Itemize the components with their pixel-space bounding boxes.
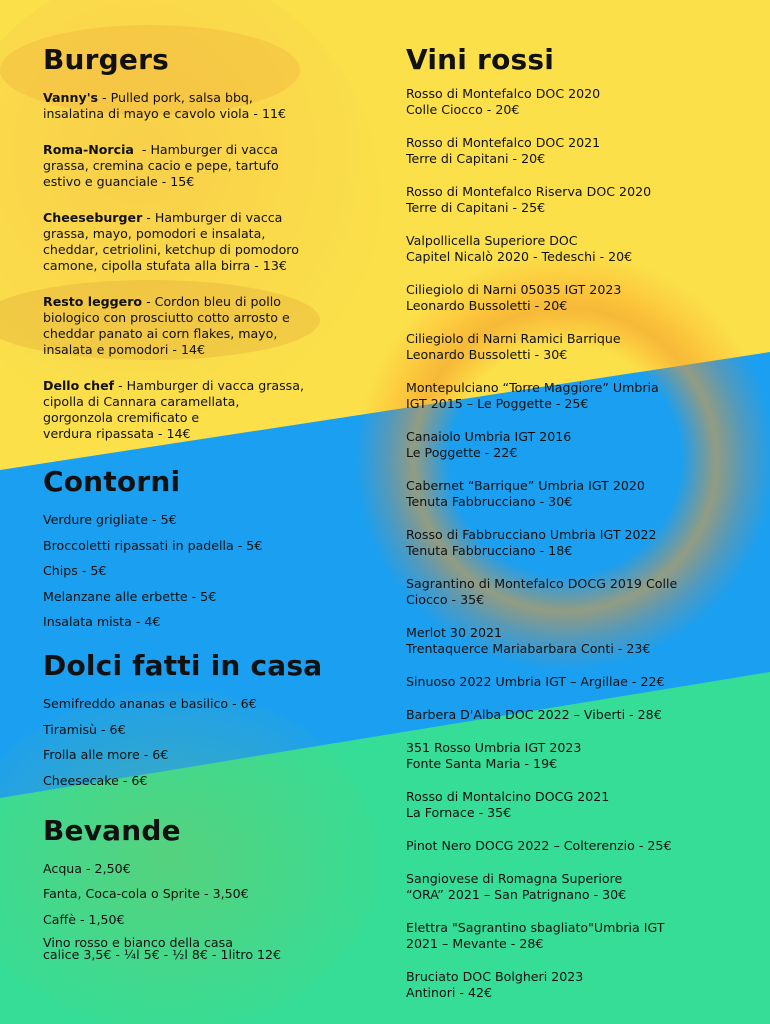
dolci-section (43, 648, 373, 789)
wine-item: Sangiovese di Romagna Superiore “ORA” 2021 – San Patrignano - 30€ (406, 871, 627, 902)
contorni-section (43, 464, 373, 630)
wine-item: Sinuoso 2022 Umbria IGT – Argillae - 22€ (406, 674, 665, 689)
list-item: Broccoletti ripassati in padella - 5€ (43, 537, 263, 553)
list-item: Fanta, Coca-cola o Sprite - 3,50€ (43, 886, 249, 901)
wine-item: Montepulciano “Torre Maggiore” Umbria IGT 2015 – Le Poggette - 25€ (406, 380, 659, 411)
list-item: Insalata mista - 4€ (43, 614, 161, 629)
burgers-section (43, 42, 373, 442)
list-item: Melanzane alle erbette - 5€ (43, 588, 217, 604)
bevande-section (43, 813, 373, 962)
item-name: Cheeseburger (43, 210, 143, 225)
menu-item: Cheeseburger - Hamburger di vacca grassa, mayo, pomodori e insalata, cheddar, cetriolini, ketchup di pomodoro camone, cipolla stufata alla birra - 13€ (43, 210, 299, 273)
wine-item: Bruciato DOC Bolgheri 2023 Antinori - 42€ (406, 969, 584, 1000)
wine-item: Canaiolo Umbria IGT 2016 Le Poggette - 22€ (406, 429, 572, 460)
item-name: Vanny's (43, 90, 99, 105)
menu-item: Roma-Norcia - Hamburger di vacca grassa, cremina cacio e pepe, tartufo estivo e guanciale - 15€ (43, 142, 279, 189)
list-item: Cheesecake - 6€ (43, 772, 148, 788)
right-column (406, 40, 756, 1001)
wine-item: Valpollicella Superiore DOC Capitel Nicalò 2020 - Tedeschi - 20€ (406, 233, 633, 264)
wine-item: Rosso di Montefalco DOC 2020 Colle Ciocco - 20€ (406, 86, 601, 117)
wine-item: Ciliegiolo di Narni 05035 IGT 2023 Leonardo Bussoletti - 20€ (406, 282, 622, 313)
bevande-list (43, 861, 373, 962)
item-name: Resto leggero (43, 294, 143, 309)
wine-item: Merlot 30 2021 Trentaquerce Mariabarbara Conti - 23€ (406, 625, 651, 656)
list-item: Vino rosso e bianco della casa calice 3,5€ - ¼l 5€ - ½l 8€ - 1litro 12€ (43, 935, 282, 962)
item-name: Roma-Norcia (43, 142, 134, 157)
list-item: Frolla alle more - 6€ (43, 747, 169, 762)
wine-item: Elettra "Sagrantino sbagliato"Umbria IGT 2021 – Mevante - 28€ (406, 920, 665, 951)
vini-title: Vini rossi (406, 43, 555, 76)
dolci-list (43, 696, 373, 789)
contorni-list (43, 512, 373, 630)
menu-item: Vanny's - Pulled pork, salsa bbq, insalatina di mayo e cavolo viola - 11€ (43, 90, 286, 121)
wine-item: Rosso di Montalcino DOCG 2021 La Fornace - 35€ (406, 789, 610, 820)
wine-item: Cabernet “Barrique” Umbria IGT 2020 Tenuta Fabbrucciano - 30€ (406, 478, 645, 509)
wine-item: Rosso di Fabbrucciano Umbria IGT 2022 Tenuta Fabbrucciano - 18€ (406, 527, 657, 558)
wine-item: Pinot Nero DOCG 2022 – Colterenzio - 25€ (406, 838, 672, 853)
list-item: Chips - 5€ (43, 563, 107, 578)
list-item: Verdure grigliate - 5€ (43, 512, 177, 527)
wine-item: Barbera D'Alba DOC 2022 – Viberti - 28€ (406, 707, 662, 722)
list-item: Caffè - 1,50€ (43, 911, 125, 927)
dolci-title: Dolci fatti in casa (43, 649, 323, 682)
list-item: Semifreddo ananas e basilico - 6€ (43, 696, 257, 711)
wine-item: 351 Rosso Umbria IGT 2023 Fonte Santa Maria - 19€ (406, 740, 582, 771)
wine-item: Ciliegiolo di Narni Ramici Barrique Leonardo Bussoletti - 30€ (406, 331, 621, 362)
contorni-title: Contorni (43, 465, 181, 498)
menu-item: Resto leggero - Cordon bleu di pollo biologico con prosciutto cotto arrosto e cheddar panato ai corn flakes, mayo, insalata e pomodori - 14€ (43, 294, 290, 357)
menu-item: Dello chef - Hamburger di vacca grassa, cipolla di Cannara caramellata, gorgonzola cremificato e verdura ripassata - 14€ (43, 378, 304, 441)
vini-list (406, 86, 756, 1001)
list-item: Acqua - 2,50€ (43, 860, 131, 876)
wine-item: Rosso di Montefalco Riserva DOC 2020 Terre di Capitani - 25€ (406, 184, 652, 215)
wine-item: Rosso di Montefalco DOC 2021 Terre di Capitani - 20€ (406, 135, 601, 166)
wine-item: Sagrantino di Montefalco DOCG 2019 Colle Ciocco - 35€ (406, 576, 678, 607)
list-item: Tiramisù - 6€ (43, 721, 126, 737)
burgers-list (43, 90, 373, 442)
burgers-title: Burgers (43, 43, 169, 76)
bevande-title: Bevande (43, 813, 181, 847)
left-column (43, 40, 373, 961)
item-name: Dello chef (43, 378, 115, 393)
